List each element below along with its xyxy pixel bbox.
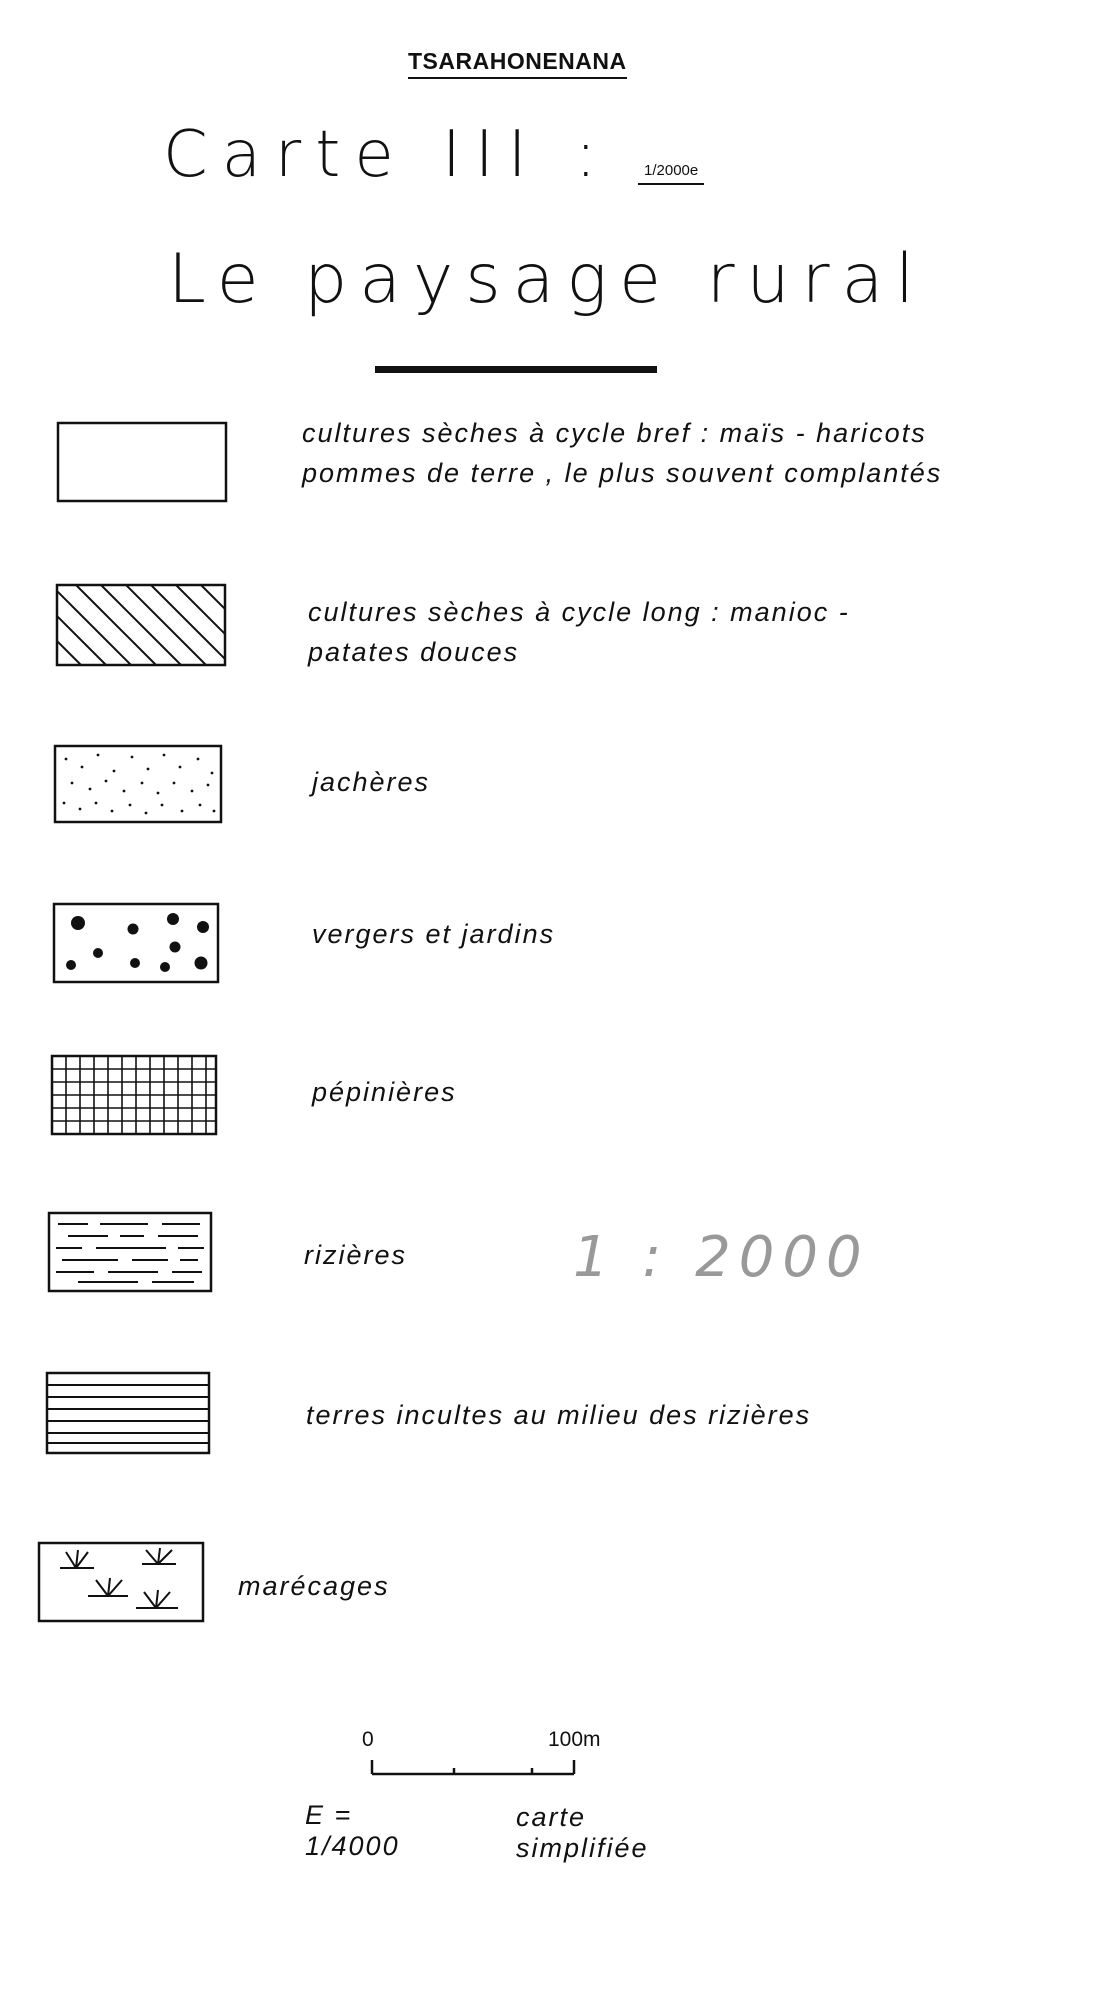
legend-swatch-grid (51, 1055, 217, 1135)
map-subtitle: Le paysage rural (168, 240, 927, 319)
legend-label (312, 914, 1032, 954)
legend-label-line: cultures sèches à cycle long : manioc - (308, 597, 850, 627)
legend-swatch-fine-dots (54, 745, 222, 823)
legend-label-line: pommes de terre , le plus souvent complantés (302, 458, 943, 488)
legend-label-line: pépinières (312, 1077, 457, 1107)
legend-label-line: terres incultes au milieu des rizières (306, 1400, 812, 1430)
legend-label-line: rizières (304, 1240, 408, 1270)
scalebar-line (370, 1756, 576, 1778)
legend-swatch-dashes (48, 1212, 212, 1292)
legend-label-line: marécages (238, 1571, 390, 1601)
map-note: carte simplifiée (516, 1802, 649, 1863)
legend-label (238, 1566, 638, 1606)
scalebar-end-label: 100m (548, 1728, 601, 1751)
title-underline (375, 366, 657, 373)
legend-label (302, 413, 1022, 493)
legend-label-line: cultures sèches à cycle bref : maïs - haricots (302, 418, 927, 448)
legend-label (306, 1395, 1066, 1435)
legend-label-line: patates douces (308, 637, 520, 667)
legend-swatch-horizontal-lines (46, 1372, 210, 1454)
legend-label (312, 762, 1032, 802)
legend-swatch-marsh-symbols (38, 1542, 206, 1624)
scale-ratio: E = 1/4000 (305, 1800, 400, 1861)
scalebar-start-label: 0 (362, 1728, 374, 1751)
legend-label (308, 592, 1028, 672)
place-name: TSARAHONENANA (408, 48, 627, 79)
written-scale-annotation: 1 : 2000 (573, 1225, 870, 1290)
legend-label (312, 1072, 1032, 1112)
legend-label-line: jachères (312, 767, 431, 797)
legend-label-line: vergers et jardins (312, 919, 556, 949)
legend-swatch-large-dots (53, 903, 219, 983)
legend-swatch-blank (57, 422, 227, 502)
map-title: Carte III : (163, 118, 611, 192)
legend-swatch-diagonal-hatch (56, 584, 226, 666)
scale-note: 1/2000e (638, 162, 704, 185)
